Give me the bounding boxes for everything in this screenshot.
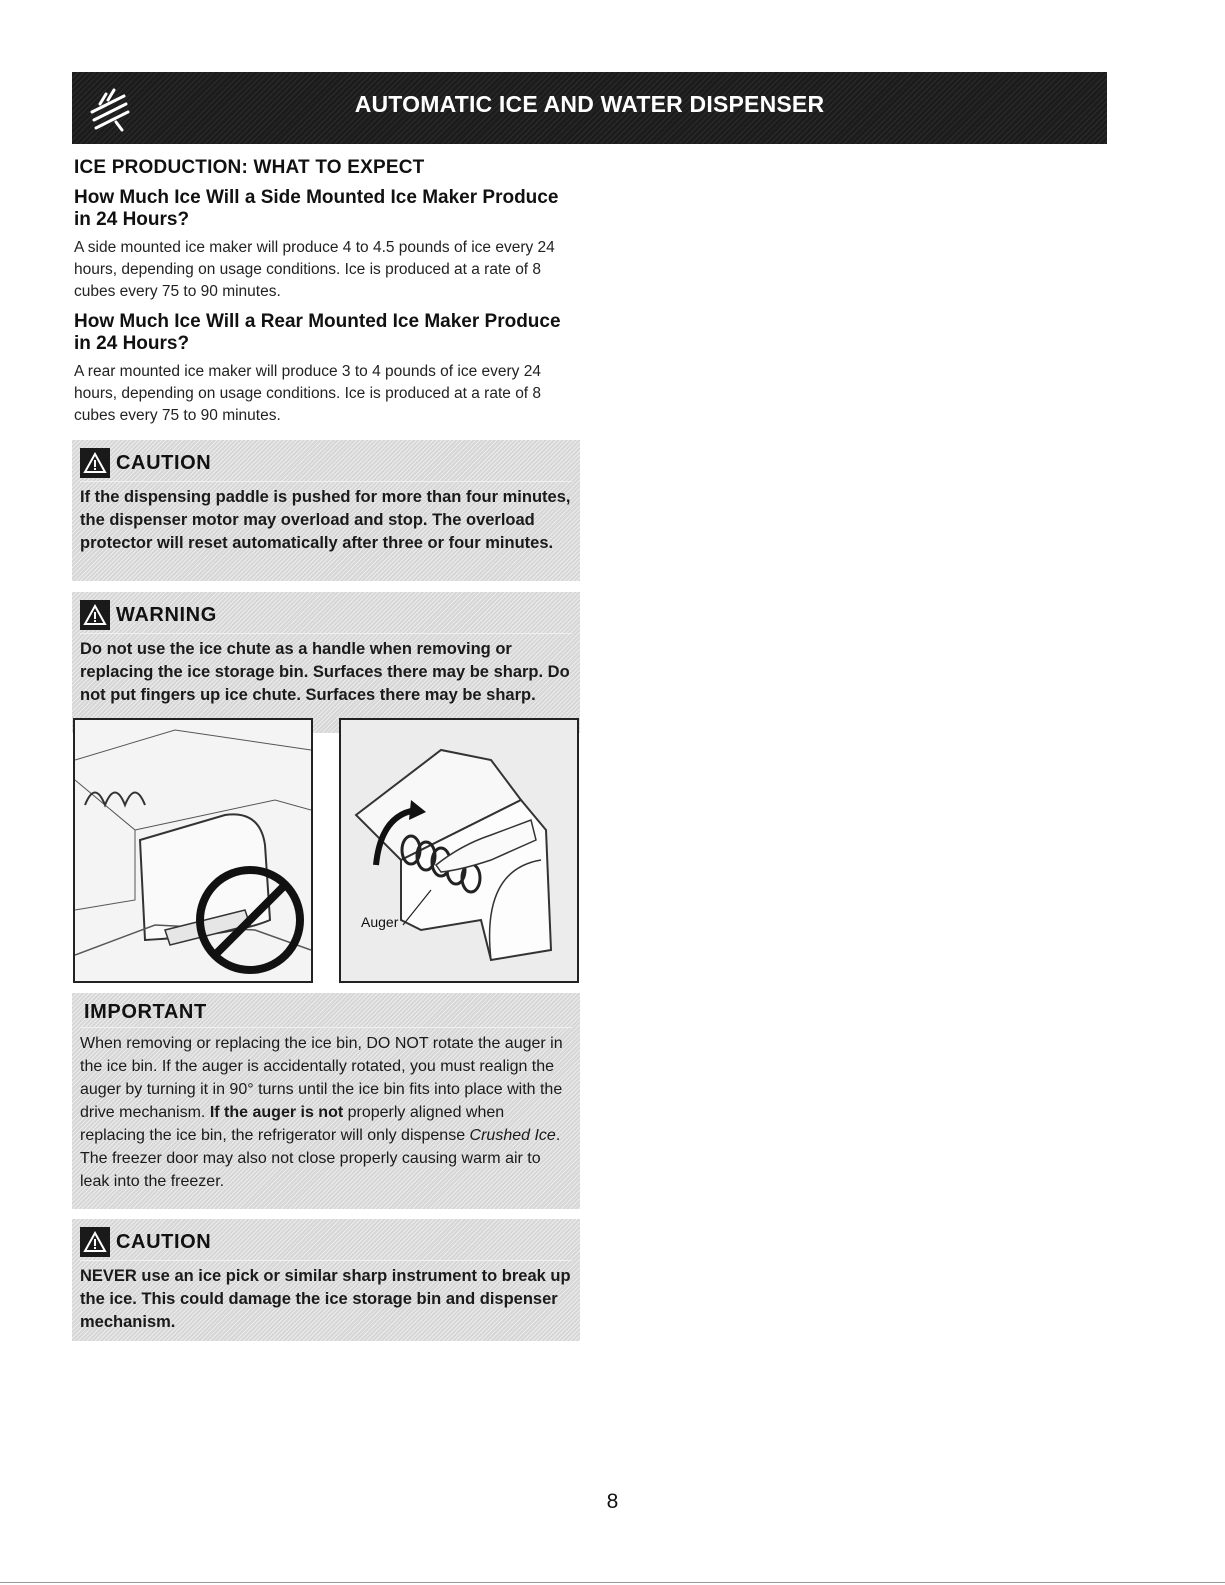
caution-text: If the dispensing paddle is pushed for more than four minutes, the dispenser motor may overload and stop. The overload protector will reset automatically after three or four minutes. <box>80 488 571 552</box>
page-title: AUTOMATIC ICE AND WATER DISPENSER <box>354 91 825 117</box>
caution-title: CAUTION <box>116 1230 212 1253</box>
caution-text: NEVER use an ice pick or similar sharp instrument to break up the ice. This could damage the ice storage bin and dispenser mechanism. <box>80 1267 571 1331</box>
rear-mount-heading: How Much Ice Will a Rear Mounted Ice Maker Produce in 24 Hours? <box>74 311 561 354</box>
bottom-rule <box>0 1582 1225 1583</box>
important-text-part: When removing or replacing the ice bin, DO NOT rotate the auger in the ice bin. If the auger is accidentally rotated, you must realign the auger by turning it in 90° turns until the ice bin fits into place with the drive mechanism. <box>80 1035 563 1121</box>
warning-triangle-icon <box>80 1227 110 1257</box>
important-notice-auger <box>72 993 580 1209</box>
section-header-bar <box>72 72 1107 144</box>
important-text-bold: If the auger is not <box>209 1104 344 1121</box>
warning-header <box>80 600 572 634</box>
warning-triangle-icon <box>80 448 110 478</box>
warning-title: WARNING <box>116 603 217 626</box>
auger-illustration <box>341 720 577 981</box>
figure-auger <box>339 718 579 983</box>
important-text <box>80 1032 572 1193</box>
important-text-italic: Crushed Ice <box>469 1127 556 1144</box>
ice-production-section <box>74 157 580 435</box>
warning-notice-ice-chute <box>72 592 580 733</box>
no-handle-illustration <box>75 720 311 981</box>
caution-notice-ice-pick <box>72 1219 580 1341</box>
caution-header <box>80 1227 572 1261</box>
section-title: ICE PRODUCTION: WHAT TO EXPECT <box>74 157 425 178</box>
caution-header <box>80 448 572 482</box>
side-mount-text: A side mounted ice maker will produce 4 to 4.5 pounds of ice every 24 hours, depending on usage conditions. Ice is produced at a rate of 8 cubes every 75 to 90 minutes. <box>74 239 555 300</box>
warning-text: Do not use the ice chute as a handle when removing or replacing the ice storage bin. Surfaces there may be sharp. Do not put fingers up ice chute. Surfaces there may be sharp. <box>80 640 570 704</box>
page-number: 8 <box>606 1490 619 1513</box>
side-mount-heading: How Much Ice Will a Side Mounted Ice Maker Produce in 24 Hours? <box>74 187 559 230</box>
important-header <box>80 1001 572 1028</box>
figure-no-handle <box>73 718 313 983</box>
important-text-part: properly aligned when replacing the ice bin, the refrigerator will only dispense <box>80 1104 505 1144</box>
important-text-part: . The freezer door may also not close properly causing warm air to leak into the freezer. <box>80 1127 561 1190</box>
caution-notice-paddle <box>72 440 580 581</box>
important-title: IMPORTANT <box>84 1001 207 1023</box>
caution-title: CAUTION <box>116 451 212 474</box>
rear-mount-text: A rear mounted ice maker will produce 3 to 4 pounds of ice every 24 hours, depending on usage conditions. Ice is produced at a rate of 8 cubes every 75 to 90 minutes. <box>74 363 542 424</box>
warning-triangle-icon <box>80 600 110 630</box>
auger-label: Auger <box>361 914 399 930</box>
